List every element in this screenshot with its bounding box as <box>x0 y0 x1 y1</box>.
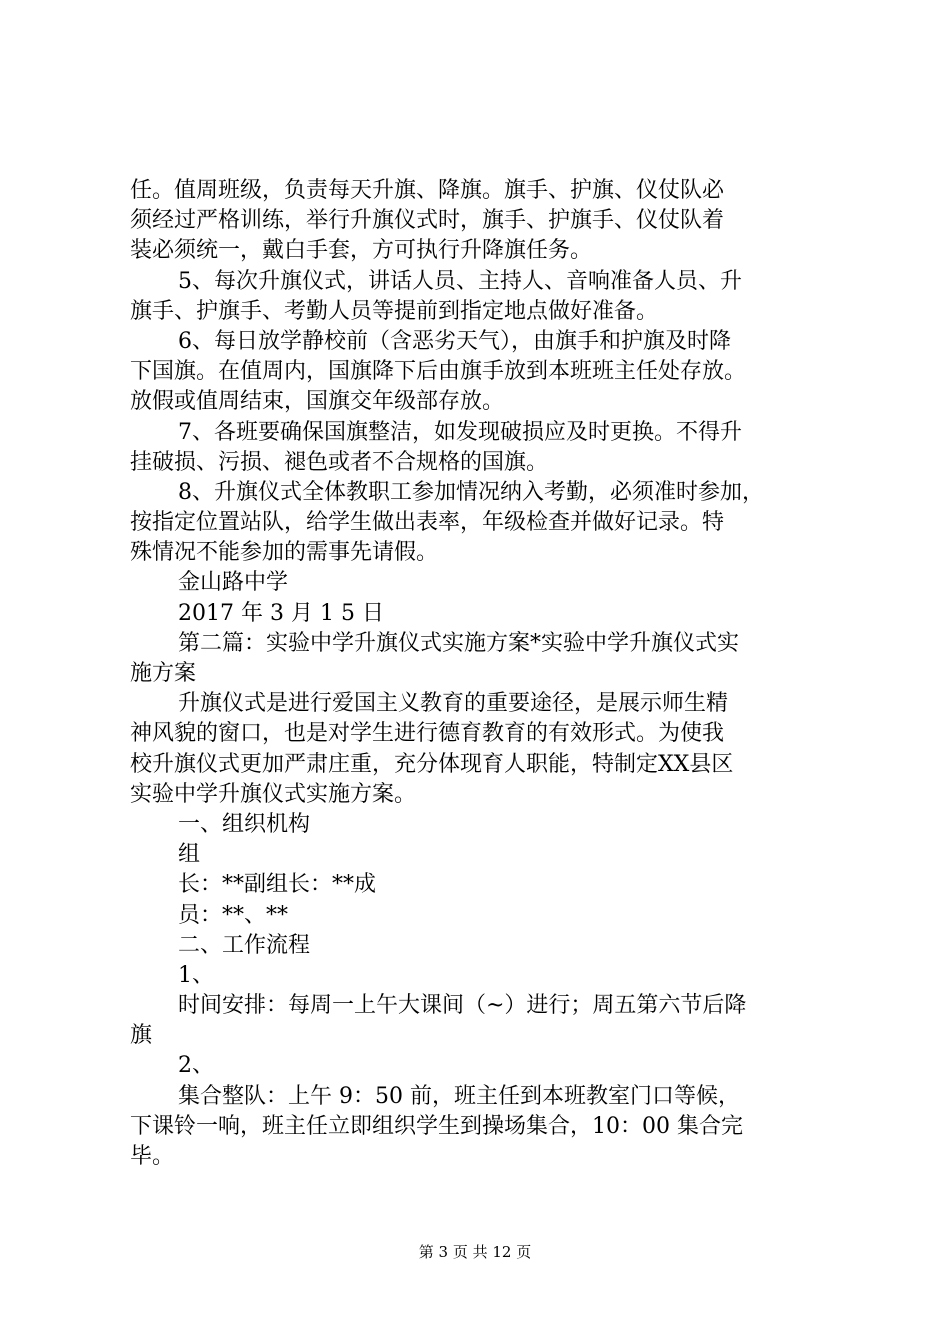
page-number-footer: 第 3 页 共 12 页 <box>418 1243 532 1261</box>
text-line: 挂破损、污损、褪色或者不合规格的国旗。 <box>130 449 549 475</box>
text-line: 旗 <box>130 1023 153 1049</box>
text-line: 一、组织机构 <box>178 811 311 837</box>
text-line: 神风貌的窗口，也是对学生进行德育教育的有效形式。为使我 <box>130 721 725 747</box>
text-line: 按指定位置站队，给学生做出表率，年级检查并做好记录。特 <box>130 510 725 536</box>
text-line: 员：**、** <box>178 902 289 928</box>
text-line: 第二篇：实验中学升旗仪式实施方案*实验中学升旗仪式实 <box>178 630 740 656</box>
text-line: 毕。 <box>130 1144 175 1169</box>
text-line: 6、每日放学静校前（含恶劣天气），由旗手和护旗及时降 <box>178 328 731 354</box>
text-line: 组 <box>178 842 201 868</box>
text-line: 集合整队：上午 9：50 前，班主任到本班教室门口等候， <box>178 1083 740 1109</box>
text-line: 施方案 <box>130 661 197 686</box>
text-line: 装必须统一，戴白手套，方可执行升降旗任务。 <box>130 238 593 264</box>
text-line: 旗手、护旗手、考勤人员等提前到指定地点做好准备。 <box>130 298 659 324</box>
text-line: 须经过严格训练，举行升旗仪式时，旗手、护旗手、仪仗队着 <box>130 208 725 234</box>
text-line: 2017 年 3 月 1 5 日 <box>178 600 384 626</box>
text-line: 8、升旗仪式全体教职工参加情况纳入考勤，必须准时参加， <box>178 479 764 505</box>
text-line: 1、 <box>178 962 214 988</box>
text-line: 殊情况不能参加的需事先请假。 <box>130 540 439 566</box>
text-line: 校升旗仪式更加严肃庄重，充分体现育人职能，特制定XX县区 <box>130 751 734 777</box>
text-line: 任。值周班级，负责每天升旗、降旗。旗手、护旗、仪仗队必 <box>130 178 725 203</box>
text-line: 5、每次升旗仪式，讲话人员、主持人、音响准备人员、升 <box>178 268 742 294</box>
text-line: 实验中学升旗仪式实施方案。 <box>130 781 417 807</box>
text-line: 下课铃一响，班主任立即组织学生到操场集合，10：00 集合完 <box>130 1113 743 1139</box>
text-line: 升旗仪式是进行爱国主义教育的重要途径，是展示师生精 <box>178 691 729 717</box>
text-line: 金山路中学 <box>178 570 289 596</box>
text-line: 时间安排：每周一上午大课间（~）进行；周五第六节后降 <box>178 993 747 1019</box>
text-line: 二、工作流程 <box>178 932 311 958</box>
text-line: 下国旗。在值周内，国旗降下后由旗手放到本班班主任处存放。 <box>130 359 747 385</box>
text-line: 放假或值周结束，国旗交年级部存放。 <box>130 389 505 415</box>
text-line: 长：**副组长：**成 <box>178 872 377 898</box>
text-line: 7、各班要确保国旗整洁，如发现破损应及时更换。不得升 <box>178 419 742 445</box>
document-body <box>130 176 830 1172</box>
text-line: 2、 <box>178 1053 214 1079</box>
